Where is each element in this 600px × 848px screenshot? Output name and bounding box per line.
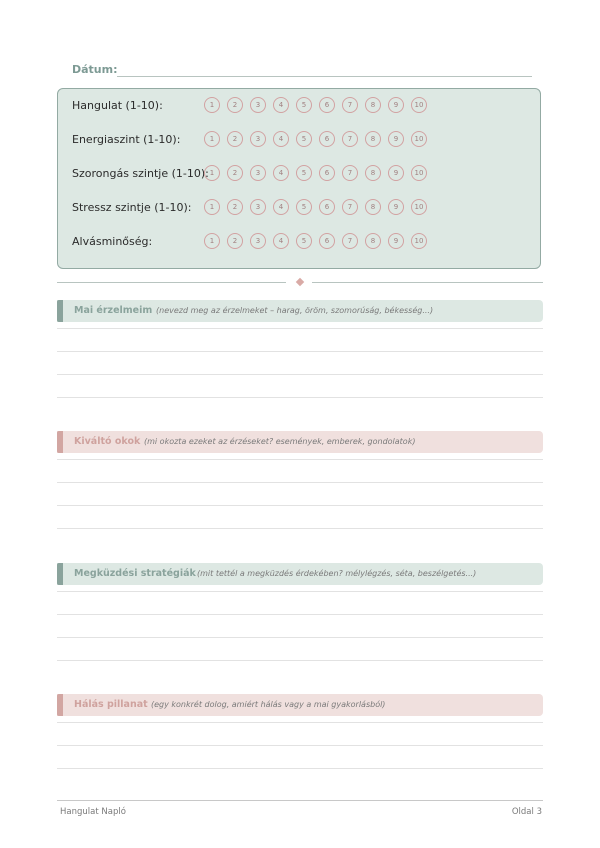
rating-option[interactable]: 5 (296, 131, 312, 147)
rating-option[interactable]: 6 (319, 165, 335, 181)
section-hint: (nevezd meg az érzelmeket – harag, öröm, szomorúság, békesség...) (156, 306, 434, 315)
rating-option[interactable]: 3 (250, 131, 266, 147)
rating-option[interactable]: 7 (342, 199, 358, 215)
rating-option[interactable]: 9 (388, 199, 404, 215)
writing-line[interactable] (57, 722, 543, 723)
date-label: Dátum: (72, 63, 118, 76)
section-hint: (mit tettél a megküzdés érdekében? mélylégzés, séta, beszélgetés...) (197, 569, 477, 578)
rating-label-sleep: Alvásminőség: (72, 235, 153, 248)
rating-option[interactable]: 1 (204, 233, 220, 249)
section-accent-bar (57, 694, 63, 716)
section-hint: (mi okozta ezeket az érzéseket? események, emberek, gondolatok) (144, 437, 416, 446)
divider-diamond-icon (296, 278, 304, 286)
writing-line[interactable] (57, 637, 543, 638)
rating-option[interactable]: 2 (227, 131, 243, 147)
section-coping (57, 563, 543, 585)
rating-option[interactable]: 2 (227, 97, 243, 113)
section-accent-bar (57, 563, 63, 585)
writing-line[interactable] (57, 374, 543, 375)
rating-label-energy: Energiaszint (1-10): (72, 133, 181, 146)
date-field[interactable] (72, 62, 532, 80)
rating-option[interactable]: 8 (365, 233, 381, 249)
writing-line[interactable] (57, 591, 543, 592)
rating-option[interactable]: 3 (250, 199, 266, 215)
rating-option[interactable]: 5 (296, 199, 312, 215)
rating-option[interactable]: 9 (388, 233, 404, 249)
rating-option[interactable]: 1 (204, 97, 220, 113)
section-gratitude (57, 694, 543, 716)
rating-option[interactable]: 5 (296, 165, 312, 181)
section-title: Megküzdési stratégiák (74, 568, 196, 579)
rating-option[interactable]: 5 (296, 97, 312, 113)
footer-divider (57, 800, 543, 801)
divider-right (312, 282, 543, 283)
section-title: Kiváltó okok (74, 436, 141, 447)
rating-option[interactable]: 2 (227, 233, 243, 249)
rating-option[interactable]: 9 (388, 131, 404, 147)
rating-option[interactable]: 8 (365, 97, 381, 113)
writing-line[interactable] (57, 745, 543, 746)
section-triggers (57, 431, 543, 453)
rating-option[interactable]: 7 (342, 131, 358, 147)
rating-option[interactable]: 9 (388, 165, 404, 181)
rating-option[interactable]: 4 (273, 165, 289, 181)
rating-option[interactable]: 10 (411, 97, 427, 113)
rating-option[interactable]: 6 (319, 131, 335, 147)
section-title: Mai érzelmeim (74, 305, 153, 316)
rating-panel (57, 88, 541, 269)
footer-title: Hangulat Napló (60, 807, 126, 817)
rating-option[interactable]: 3 (250, 233, 266, 249)
rating-option[interactable]: 4 (273, 233, 289, 249)
rating-label-anxiety: Szorongás szintje (1-10): (72, 167, 209, 180)
writing-line[interactable] (57, 351, 543, 352)
divider-left (57, 282, 286, 283)
writing-line[interactable] (57, 614, 543, 615)
rating-option[interactable]: 4 (273, 131, 289, 147)
rating-option[interactable]: 4 (273, 97, 289, 113)
writing-line[interactable] (57, 528, 543, 529)
rating-label-stress: Stressz szintje (1-10): (72, 201, 192, 214)
section-hint: (egy konkrét dolog, amiért hálás vagy a mai gyakorlásból) (151, 700, 386, 709)
rating-option[interactable]: 2 (227, 199, 243, 215)
writing-line[interactable] (57, 397, 543, 398)
rating-option[interactable]: 7 (342, 165, 358, 181)
rating-option[interactable]: 10 (411, 165, 427, 181)
rating-option[interactable]: 1 (204, 165, 220, 181)
writing-line[interactable] (57, 482, 543, 483)
writing-line[interactable] (57, 459, 543, 460)
rating-option[interactable]: 5 (296, 233, 312, 249)
rating-option[interactable]: 7 (342, 97, 358, 113)
rating-option[interactable]: 8 (365, 165, 381, 181)
writing-line[interactable] (57, 505, 543, 506)
rating-option[interactable]: 7 (342, 233, 358, 249)
date-input-line[interactable] (117, 76, 532, 77)
rating-option[interactable]: 6 (319, 199, 335, 215)
rating-option[interactable]: 2 (227, 165, 243, 181)
section-accent-bar (57, 431, 63, 453)
rating-option[interactable]: 1 (204, 199, 220, 215)
rating-option[interactable]: 9 (388, 97, 404, 113)
rating-option[interactable]: 6 (319, 233, 335, 249)
writing-line[interactable] (57, 328, 543, 329)
rating-option[interactable]: 8 (365, 199, 381, 215)
section-title: Hálás pillanat (74, 699, 148, 710)
rating-option[interactable]: 10 (411, 233, 427, 249)
writing-line[interactable] (57, 660, 543, 661)
section-accent-bar (57, 300, 63, 322)
page-number: Oldal 3 (511, 807, 542, 817)
rating-option[interactable]: 8 (365, 131, 381, 147)
rating-option[interactable]: 10 (411, 131, 427, 147)
rating-option[interactable]: 1 (204, 131, 220, 147)
rating-option[interactable]: 10 (411, 199, 427, 215)
rating-option[interactable]: 3 (250, 97, 266, 113)
rating-option[interactable]: 4 (273, 199, 289, 215)
writing-line[interactable] (57, 768, 543, 769)
rating-label-mood: Hangulat (1-10): (72, 99, 163, 112)
rating-option[interactable]: 3 (250, 165, 266, 181)
rating-option[interactable]: 6 (319, 97, 335, 113)
section-emotions (57, 300, 543, 322)
